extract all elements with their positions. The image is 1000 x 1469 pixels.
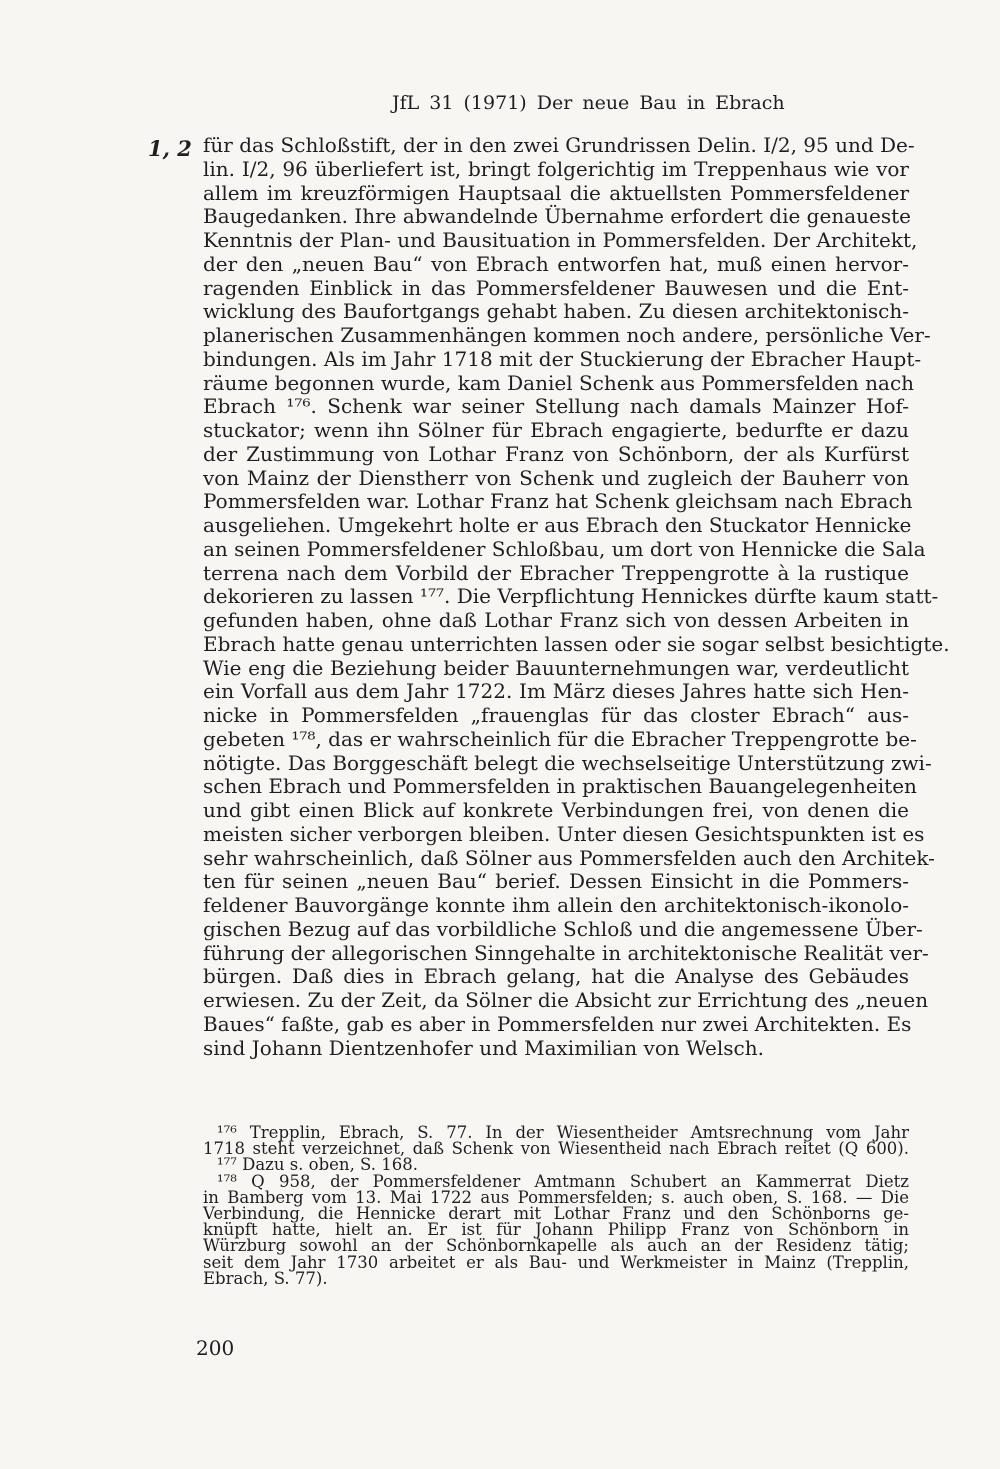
footnote-176: ¹⁷⁶ Trepplin, Ebrach, S. 77. In der Wiesentheider Amtsrechnung vom Jahr	[217, 1123, 909, 1142]
text-line: führung der allegorischen Sinngehalte in architektonische Realität ver-	[203, 940, 929, 965]
text-line: meisten sicher verborgen bleiben. Unter diesen Gesichtspunkten ist es	[203, 821, 925, 846]
text-line: ausgeliehen. Umgekehrt holte er aus Ebrach den Stuckator Hennicke	[203, 513, 912, 537]
footnote-177: ¹⁷⁷ Dazu s. oben, S. 168.	[217, 1155, 418, 1175]
text-line: nötigte. Das Borggeschäft belegt die wechselseitige Unterstützung zwi-	[203, 750, 932, 775]
text-line: der Zustimmung von Lothar Franz von Schönborn, der als Kurfürst	[203, 441, 909, 466]
text-line: an seinen Pommersfeldener Schloßbau, um dort von Hennicke die Sala	[203, 536, 926, 561]
text-line: dekorieren zu lassen ¹⁷⁷. Die Verpflichtung Hennickes dürfte kaum statt-	[203, 584, 939, 609]
footnote-line: Verbindung, die Hennicke derart mit Lothar Franz und den Schönborns ge-	[203, 1203, 909, 1223]
text-line: und gibt einen Blick auf konkrete Verbindungen frei, von denen die	[203, 798, 909, 822]
text-line: nicke in Pommersfelden „frauenglas für das closter Ebrach“ aus-	[203, 703, 909, 727]
text-line: sehr wahrscheinlich, daß Sölner aus Pommersfelden auch den Architek-	[203, 845, 935, 870]
text-line: der den „neuen Bau“ von Ebrach entworfen hat, muß einen hervor-	[203, 251, 909, 276]
text-line: für das Schloßstift, der in den zwei Grundrissen Delin. I/2, 95 und De-	[203, 133, 915, 157]
footnote-178: ¹⁷⁸ Q 958, der Pommersfeldener Amtmann Schubert an Kammerrat Dietz	[217, 1171, 909, 1191]
text-line: planerischen Zusammenhängen kommen noch andere, persönliche Ver-	[203, 323, 931, 347]
text-line: wicklung des Baufortgangs gehabt haben. Zu diesen architektonisch-	[203, 299, 909, 324]
main-text-block	[203, 133, 950, 1060]
text-line: ten für seinen „neuen Bau“ berief. Dessen Einsicht in die Pommers-	[203, 869, 909, 894]
footnote-line: seit dem Jahr 1730 arbeitet er als Bau- und Werkmeister in Mainz (Trepplin,	[203, 1252, 909, 1272]
text-line: bürgen. Daß dies in Ebrach gelang, hat die Analyse des Gebäudes	[203, 964, 909, 989]
text-line: feldener Bauvorgänge konnte ihm allein den architektonisch-ikonolo-	[203, 893, 909, 917]
text-line: allem im kreuzförmigen Hauptsaal die aktuellsten Pommersfeldener	[203, 180, 909, 205]
running-header: JfL 31 (1971) Der neue Bau in Ebrach	[392, 92, 785, 114]
footnote-line: 1718 steht verzeichnet, daß Schenk von Wiesentheid nach Ebrach reitet (Q 600).	[203, 1139, 909, 1159]
text-line: bindungen. Als im Jahr 1718 mit der Stuckierung der Ebracher Haupt-	[203, 346, 922, 371]
footnote-line: in Bamberg vom 13. Mai 1722 aus Pommersfelden; s. auch oben, S. 168. — Die	[203, 1187, 909, 1207]
text-line: lin. I/2, 96 überliefert ist, bringt folgerichtig im Treppenhaus wie vor	[203, 156, 909, 181]
text-line: Baugedanken. Ihre abwandelnde Übernahme erfordert die genaueste	[203, 204, 911, 229]
text-line: Pommersfelden war. Lothar Franz hat Schenk gleichsam nach Ebrach	[203, 489, 913, 514]
text-line: gischen Bezug auf das vorbildliche Schloß und die angemessene Über-	[203, 916, 923, 941]
footnote-line: knüpft hatte, hielt an. Er ist für Johann Philipp Franz von Schönborn in	[203, 1220, 909, 1240]
text-line: gefunden haben, ohne daß Lothar Franz sich von dessen Arbeiten in	[203, 608, 909, 632]
text-line: räume begonnen wurde, kam Daniel Schenk aus Pommersfelden nach	[203, 370, 915, 395]
page-number: 200	[196, 1336, 235, 1360]
text-line: von Mainz der Dienstherr von Schenk und zugleich der Bauherr von	[203, 465, 909, 490]
text-line: schen Ebrach und Pommersfelden in praktischen Bauangelegenheiten	[203, 774, 917, 799]
text-line: stuckator; wenn ihn Sölner für Ebrach engagierte, bedurfte er dazu	[203, 418, 909, 442]
text-line: Ebrach ¹⁷⁶. Schenk war seiner Stellung nach damals Mainzer Hof-	[203, 394, 909, 419]
text-line: Wie eng die Beziehung beider Bauunternehmungen war, verdeutlicht	[203, 655, 909, 680]
text-line: Kenntnis der Plan- und Bausituation in Pommersfelden. Der Architekt,	[203, 228, 918, 252]
text-line: terrena nach dem Vorbild der Ebracher Treppengrotte à la rustique	[203, 560, 909, 585]
text-line: Ebrach hatte genau unterrichten lassen oder sie sogar selbst besichtigte.	[203, 631, 950, 656]
text-line: sind Johann Dientzenhofer und Maximilian von Welsch.	[203, 1035, 764, 1060]
text-line: ein Vorfall aus dem Jahr 1722. Im März dieses Jahres hatte sich Hen-	[203, 679, 909, 704]
text-line: erwiesen. Zu der Zeit, da Sölner die Absicht zur Errichtung des „neuen	[203, 988, 929, 1012]
footnotes	[203, 1125, 909, 1287]
text-line: gebeten ¹⁷⁸, das er wahrscheinlich für die Ebracher Treppengrotte be-	[203, 726, 917, 751]
margin-section-mark: 1, 2	[148, 136, 192, 161]
footnote-line: Würzburg sowohl an der Schönbornkapelle als auch an der Residenz tätig;	[203, 1236, 909, 1256]
text-line: Baues“ faßte, gab es aber in Pommersfelden nur zwei Architekten. Es	[203, 1011, 912, 1036]
footnote-line: Ebrach, S. 77).	[203, 1268, 328, 1288]
text-line: ragenden Einblick in das Pommersfeldener Bauwesen und die Ent-	[203, 275, 909, 300]
